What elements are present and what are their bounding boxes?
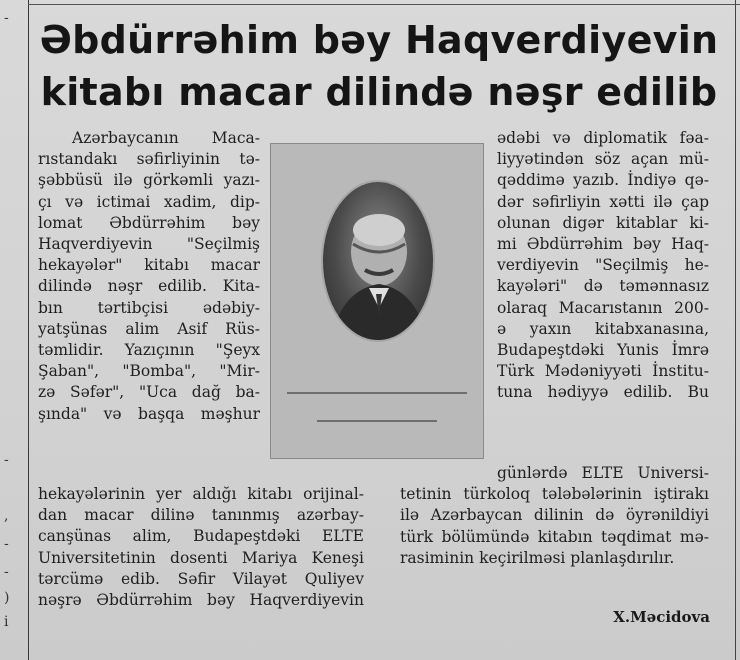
text-line: canşünas alim, Budapeştdəki ELTE [38,527,364,546]
text-line: yatşünas alim Asif Rüs- [38,319,260,338]
author-byline: X.Məcidova [613,608,710,626]
text-line: hekayələrinin yer aldığı kitabı orijinal- [38,485,364,503]
article-column-3-wide [400,463,709,569]
text-line: olunan digər kitablar ki- [497,213,709,232]
text-line: Haqverdiyevin "Seçilmiş [38,235,260,254]
text-line: nəşrə Əbdürrəhim bəy Haqverdiyevin [38,591,364,610]
text-line: zə Səfər", "Uca dağ ba- [38,383,260,402]
text-line: qəddimə yazıb. İndiyə qə- [497,171,709,190]
edge-mark: ) [4,590,10,606]
text-line: liyyətindən söz açan mü- [497,150,709,169]
headline-line-2: kitabı macar dilində nəşr edilib [40,70,718,114]
right-rule [735,0,737,660]
text-line: olaraq Macarıstanın 200- [497,298,709,317]
text-line: ilə Azərbaycan dilinin də öyrənildiyi [400,506,709,525]
article-column-1-wide [38,484,364,611]
text-line: rıstandakı səfirliyinin tə- [38,150,260,169]
text-line: kayələri" də təmənnasız [497,277,709,296]
article-column-1 [38,128,260,425]
edge-mark: i [4,614,9,630]
text-line: tuna hədiyyə edilib. Bu [497,383,709,402]
text-line: Türk Mədəniyyəti İnstitu- [497,362,709,381]
text-line: tetinin türkoloq tələbələrinin iştirakı [400,485,709,504]
text-line: türk bölümündə kitabın təqdimat mə- [400,527,709,546]
text-line: dilində nəşr edilib. Kita- [38,277,260,296]
text-line: dan macar dilinə tanınmış azərbay- [38,506,364,525]
text-line: bın tərtibçisi ədəbiy- [38,298,260,317]
text-line: tərcümə edib. Səfir Vilayət Quliyev [38,569,364,588]
text-line: ədəbi və diplomatik fəa- [497,129,709,147]
text-line: şında" və başqa məşhur [38,404,260,423]
text-line: verdiyevin "Seçilmiş he- [497,256,709,275]
article-headline [34,14,724,118]
cover-author-line [287,392,467,394]
text-line: təmlidir. Yazıçının "Şeyx [38,341,260,360]
text-line: hekayələr" kitabı macar [38,256,260,275]
text-line: ə yaxın kitabxanasına, [497,319,709,338]
top-rule [28,0,740,5]
previous-column-edge [0,0,29,660]
edge-mark: , [4,508,9,524]
book-cover-photo [270,143,484,459]
text-line: Azərbaycanın Maca- [72,129,260,147]
portrait-photo-icon [323,182,433,340]
cover-title-line [317,420,437,422]
text-line: şəbbüsü ilə görkəmli yazı- [38,171,260,190]
text-line: rasiminin keçirilməsi planlaşdırılır. [400,548,675,567]
article-column-3 [497,128,709,404]
text-line: mi Əbdürrəhim bəy Haq- [497,235,709,254]
text-line: günlərdə ELTE Universi- [497,464,709,482]
edge-mark: - [4,536,9,552]
headline-line-1: Əbdürrəhim bəy Haqverdiyevin [39,18,719,62]
edge-mark: - [4,452,9,468]
text-line: lomat Əbdürrəhim bəy [38,213,260,232]
edge-mark: - [4,564,9,580]
text-line: çı və ictimai xadim, dip- [38,192,260,211]
text-line: dər səfirliyin xətti ilə çap [497,192,709,211]
text-line: Şaban", "Bomba", "Mir- [38,362,260,381]
text-line: Budapeştdəki Yunis İmrə [497,341,709,360]
edge-mark: - [4,10,9,26]
text-line: Universitetinin dosenti Mariya Keneşi [38,548,364,567]
